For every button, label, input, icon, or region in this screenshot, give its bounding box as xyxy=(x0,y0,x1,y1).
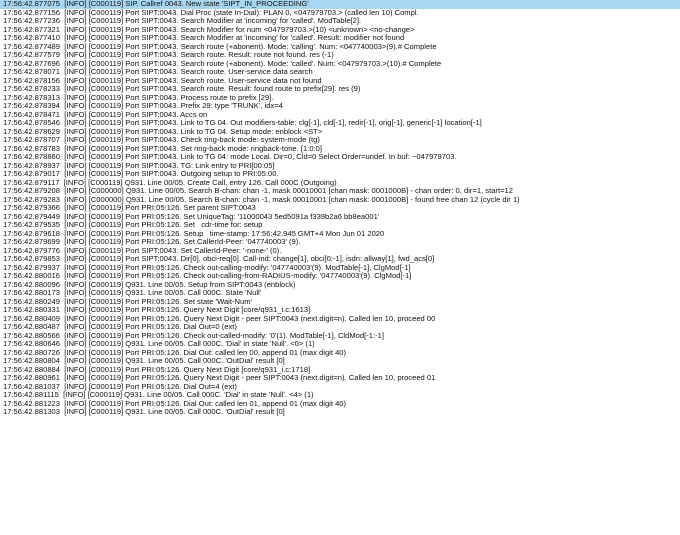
log-line[interactable]: 17:56:42.879618 [INFO] [C000119] Port PRI:05:126. Setup time-stamp: 17:56:42.945 GMT+4 Mon Jun 01 2020 xyxy=(3,229,385,238)
log-line[interactable]: 17:56:42.878313 [INFO] [C000119] Port SIPT:0043. Process route to prefix [29]. xyxy=(3,93,274,102)
log-line[interactable]: 17:56:42.878471 [INFO] [C000119] Port SIPT:0043. Accs on xyxy=(3,110,208,119)
log-line[interactable]: 17:56:42.878546 [INFO] [C000119] Port SIPT:0043. Link to TG 04. Out modifiers-table: clg[-1], cld[-1], redir[-1], orig[-1], generic[-1] location[-1] xyxy=(3,119,482,127)
log-line[interactable]: 17:56:42.879699 [INFO] [C000119] Port PRI:05:126. Set CallerId-Peer: '047740003' (9). xyxy=(3,238,301,246)
log-line[interactable]: 17:56:42.877321 [INFO] [C000119] Port SIPT:0043. Search Modifier for num <047979703.>(10) <unknown> <no-change> xyxy=(3,25,415,34)
log-line[interactable]: 17:56:42.880173 [INFO] [C000119] Q931. Line 00/05. Call 000C. State 'Null' xyxy=(3,289,262,297)
log-line[interactable]: 17:56:42.879937 [INFO] [C000119] Port PRI:05:126. Check out-calling-modify: '047740003'(9). ModTable[-1], ClgMod[-1] xyxy=(3,263,411,272)
log-line[interactable]: 17:56:42.877579 [INFO] [C000119] Port SIPT:0043. Search route. Result: route not found. res (-1) xyxy=(3,51,334,59)
log-line[interactable]: 17:56:42.880409 [INFO] [C000119] Port PRI:05:126. Query Next Digit - peer SIPT:0043 (next.digit=n). Called len 10, proceed 00 xyxy=(3,314,436,323)
log-line[interactable]: 17:56:42.878629 [INFO] [C000119] Port SIPT:0043. Link to TG 04. Setup mode: enblock <ST> xyxy=(3,127,323,136)
log-line[interactable]: 17:56:42.881303 [INFO] [C000119] Q931. Line 00/05. Call 000C. 'OutDial' result [0] xyxy=(3,408,285,416)
log-line-selected[interactable]: 17:56:42.877075 [INFO] [C000119] SIP. Callref 0043. New state 'SIPT_IN_PROCEEDING' xyxy=(0,0,680,9)
log-line[interactable]: 17:56:42.878707 [INFO] [C000119] Port SIPT:0043. Check ring-back mode: system-mode (tg) xyxy=(3,136,320,144)
log-line[interactable]: 17:56:42.880726 [INFO] [C000119] Port PRI:05:126. Dial Out: called len 00, append 01 (max digit 40) xyxy=(3,348,347,357)
log-line[interactable]: 17:56:42.880096 [INFO] [C000119] Q931. Line 00/05. Setup from SIPT:0043 (enblock) xyxy=(3,280,296,289)
log-line[interactable]: 17:56:42.880016 [INFO] [C000119] Port PRI:05:126. Check out-calling-from-RADIUS-modify: '047740003'(9). ClgMod[-1] xyxy=(3,272,412,280)
log-line[interactable]: 17:56:42.879535 [INFO] [C000119] Port PRI:05:126. Set cdr-time for: setup xyxy=(3,221,263,229)
log-line[interactable]: 17:56:42.880961 [INFO] [C000119] Port PRI:05:126. Query Next Digit - peer SIPT:0043 (next.digit=n). Called len 10, proceed 01 xyxy=(3,374,436,382)
log-line[interactable]: 17:56:42.879853 [INFO] [C000119] Port SIPT:0043. Dir[0], obci-req[0]. Call-ind: change[1], obci[0:-1], isdn: allway[1], fwd_acs[0] xyxy=(3,255,435,263)
log-line[interactable]: 17:56:42.878860 [INFO] [C000119] Port SIPT:0043. Link to TG 04: mode Local. Dir=0, Cld=0 Select Order=undef. In buf: ~047979703. xyxy=(3,153,457,161)
log-line[interactable]: 17:56:42.879776 [INFO] [C000119] Port SIPT:0043. Set CallerId-Peer: '-none-' (0). xyxy=(3,246,282,255)
log-line[interactable]: 17:56:42.880646 [INFO] [C000119] Q931. Line 00/05. Call 000C. 'Dial' in state 'Null'. <0> (1) xyxy=(3,340,315,348)
log-line[interactable]: 17:56:42.880804 [INFO] [C000119] Q931. Line 00/05. Call 000C. 'OutDial' result [0] xyxy=(3,357,285,365)
log-line[interactable]: 17:56:42.879283 [INFO] [C000000] Q931. Line 00/05. Search B-chan: chan -1, mask 00010001 [chan mask: 0001000B] - found free chan 12 (cycle dir 1) xyxy=(3,195,520,204)
log-line[interactable]: 17:56:42.878233 [INFO] [C000119] Port SIPT:0043. Search route. Result: found route to prefix[29]. res (9) xyxy=(3,85,361,93)
log-line[interactable]: 17:56:42.880331 [INFO] [C000119] Port PRI:05:126. Query Next Digit [core/q931_i.c:1613] xyxy=(3,306,311,314)
log-line[interactable]: 17:56:42.881115 [INFO] [C000119] Q931. Line 00/05. Call 000C. 'Dial' in state 'Null'. <4> (1) xyxy=(3,391,314,399)
log-line[interactable]: 17:56:42.878394 [INFO] [C000119] Port SIPT:0043. Prefix 29: type 'TRUNK', idx=4 xyxy=(3,102,283,110)
log-line[interactable]: 17:56:42.879449 [INFO] [C000119] Port PRI:05:126. Set UniqueTag: '11000043 5ed5091a f339b2a6 bb8ea001' xyxy=(3,212,380,221)
log-line[interactable]: 17:56:42.880566 [INFO] [C000119] Port PRI:05:126. Check out-called-modify: '0'(1). ModTable[-1], CldMod[-1:-1] xyxy=(3,331,384,340)
log-line[interactable]: 17:56:42.878937 [INFO] [C000119] Port SIPT:0043. TG: Link entry to PRI[00:05] xyxy=(3,161,275,170)
log-line[interactable]: 17:56:42.878071 [INFO] [C000119] Port SIPT:0043. Search route. User-service data search xyxy=(3,68,313,76)
log-line[interactable]: 17:56:42.878156 [INFO] [C000119] Port SIPT:0043. Search route. User-service data not found xyxy=(3,76,322,85)
log-line[interactable]: 17:56:42.879366 [INFO] [C000119] Port PRI:05:126. Set parent SIPT:0043 xyxy=(3,204,256,212)
log-line[interactable]: 17:56:42.880487 [INFO] [C000119] Port PRI:05:126. Dial Out=0 (ext) xyxy=(3,323,237,331)
log-line[interactable]: 17:56:42.877410 [INFO] [C000119] Port SIPT:0043. Search Modifier at 'incoming' for 'called'. Result: modifier not found xyxy=(3,34,405,42)
log-line[interactable]: 17:56:42.877156 [INFO] [C000119] Port SIPT:0043. Dial Proc (state In-Dial): PLAN 0, <047979703.> (called len 10) Compl. xyxy=(3,8,419,17)
log-line[interactable]: 17:56:42.879117 [INFO] [C000119] Q931. Line 00/05. Create Call, entry 126. Call 000C (Outgoing) xyxy=(3,178,337,187)
log-line[interactable]: 17:56:42.880249 [INFO] [C000119] Port PRI:05:126. Set state 'Wait-Num' xyxy=(3,297,252,306)
log-line[interactable]: 17:56:42.879017 [INFO] [C000119] Port SIPT:0043. Outgoing setup to PRI:05:00. xyxy=(3,170,279,178)
log-line[interactable]: 17:56:42.877489 [INFO] [C000119] Port SIPT:0043. Search route (+abonent). Mode: 'calling'. Num: <047740003>(9).# Complete xyxy=(3,42,437,51)
log-line[interactable]: 17:56:42.880884 [INFO] [C000119] Port PRI:05:126. Query Next Digit [core/q931_i.c:1718] xyxy=(3,365,311,374)
log-line[interactable]: 17:56:42.877236 [INFO] [C000119] Port SIPT:0043. Search Modifier at 'incoming' for 'called'. ModTable[2]. xyxy=(3,17,362,25)
log-line[interactable]: 17:56:42.881037 [INFO] [C000119] Port PRI:05:126. Dial Out=4 (ext) xyxy=(3,382,237,391)
log-line[interactable]: 17:56:42.877696 [INFO] [C000119] Port SIPT:0043. Search route (+abonent). Mode: 'called'. Num: <047979703.>(10).# Complete xyxy=(3,59,442,68)
log-line[interactable]: 17:56:42.878783 [INFO] [C000119] Port SIPT:0043. Set ring-back mode: ringback-tone. [1:0:0] xyxy=(3,144,322,153)
log-line[interactable]: 17:56:42.881223 [INFO] [C000119] Port PRI:05:126. Dial Out: called len 01, append 01 (max digit 40) xyxy=(3,399,347,408)
log-line[interactable]: 17:56:42.879208 [INFO] [C000000] Q931. Line 00/05. Search B-chan: chan -1, mask 00010001 [chan mask: 0001000B] - chan order: 0, dir=1, start=12 xyxy=(3,187,513,195)
